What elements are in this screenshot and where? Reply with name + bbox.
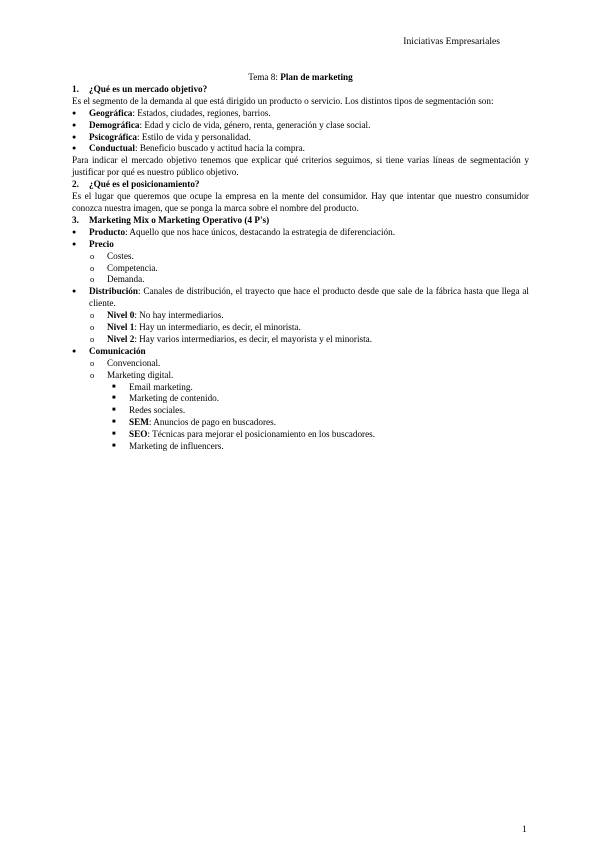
square-bullet-icon: ■	[112, 443, 116, 450]
circle-bullet-icon: o	[90, 274, 95, 285]
circle-bullet-icon: o	[90, 250, 95, 261]
sub-list-item: o Demanda.	[90, 274, 145, 285]
circle-bullet-icon: o	[90, 310, 95, 321]
list-item: ● Distribución: Canales de distribución, el trayecto que hace el producto desde que sale de la fábrica hasta que llega al cliente.	[72, 286, 529, 309]
bullet-icon: ●	[72, 287, 77, 296]
square-bullet-icon: ■	[112, 395, 116, 402]
circle-bullet-icon: o	[90, 357, 95, 368]
page-title: Tema 8: Plan de marketing	[248, 72, 353, 82]
list-item: ● Conductual: Beneficio buscado y actitud hacia la compra.	[72, 143, 305, 154]
document-body	[72, 72, 529, 453]
section-heading: 3. Marketing Mix o Marketing Operativo (4 P's)	[72, 214, 270, 225]
sub-list-item: o Nivel 0: No hay intermediarios.	[90, 310, 224, 321]
bullet-icon: ●	[72, 144, 77, 153]
sub-list-item: o Nivel 2: Hay varios intermediarios, es decir, el mayorista y el minorista.	[90, 333, 372, 344]
bullet-icon: ●	[72, 239, 77, 248]
list-item: ● Precio	[72, 238, 114, 249]
sub-sub-list-item: ■ Email marketing.	[112, 381, 193, 392]
sub-sub-list-item: ■ Marketing de influencers.	[112, 441, 224, 452]
bullet-icon: ●	[72, 346, 77, 355]
sub-list-item: o Competencia.	[90, 262, 158, 273]
bullet-icon: ●	[72, 132, 77, 141]
list-item: ● Demográfica: Edad y ciclo de vida, género, renta, generación y clase social.	[72, 119, 371, 130]
circle-bullet-icon: o	[90, 262, 95, 273]
list-item: ● Producto: Aquello que nos hace únicos, destacando la estrategia de diferenciación.	[72, 226, 395, 237]
title-prefix: Tema 8	[248, 72, 276, 82]
square-bullet-icon: ■	[112, 419, 116, 426]
circle-bullet-icon: o	[90, 369, 95, 380]
sub-list-item: o Marketing digital.	[90, 369, 174, 380]
sub-sub-list-item: ■ Redes sociales.	[112, 405, 186, 416]
paragraph: Es el segmento de la demanda al que está dirigido un producto o servicio. Los distintos tipos de segmentación son:	[72, 95, 494, 106]
square-bullet-icon: ■	[112, 407, 116, 414]
square-bullet-icon: ■	[112, 431, 116, 438]
paragraph: Para indicar el mercado objetivo tenemos que explicar qué criterios seguimos, si tiene varias líneas de segmentación y justificar por qué es nuestro público objetivo.	[72, 155, 529, 178]
circle-bullet-icon: o	[90, 333, 95, 344]
title-text: Plan de marketing	[280, 72, 353, 82]
page-header: Iniciativas Empresariales	[403, 36, 500, 47]
sub-list-item: o Costes.	[90, 250, 134, 261]
circle-bullet-icon: o	[90, 322, 95, 333]
sub-list-item: o Convencional.	[90, 357, 161, 368]
sub-list-item: o Nivel 1: Hay un intermediario, es decir, el minorista.	[90, 322, 301, 333]
page-number: 1	[522, 824, 527, 835]
sub-sub-list-item: ■ SEO: Técnicas para mejorar el posicionamiento en los buscadores.	[112, 429, 376, 440]
paragraph: Es el lugar que queremos que ocupe la empresa en la mente del consumidor. Hay que intentar que nuestro consumidor conozca nuestra imagen, que se ponga la marca sobre el nombre del producto.	[72, 191, 529, 213]
list-item: ● Psicográfica: Estilo de vida y personalidad.	[72, 131, 251, 142]
square-bullet-icon: ■	[112, 383, 116, 390]
section-heading: 2. ¿Qué es el posicionamiento?	[72, 179, 200, 190]
bullet-icon: ●	[72, 108, 77, 117]
bullet-icon: ●	[72, 120, 77, 129]
list-item: ● Geográfica: Estados, ciudades, regiones, barrios.	[72, 107, 271, 118]
section-heading: 1. ¿Qué es un mercado objetivo?	[72, 83, 208, 94]
sub-sub-list-item: ■ Marketing de contenido.	[112, 393, 220, 404]
list-item: ● Comunicación	[72, 345, 146, 356]
sub-sub-list-item: ■ SEM: Anuncios de pago en buscadores.	[112, 417, 276, 428]
bullet-icon: ●	[72, 227, 77, 236]
